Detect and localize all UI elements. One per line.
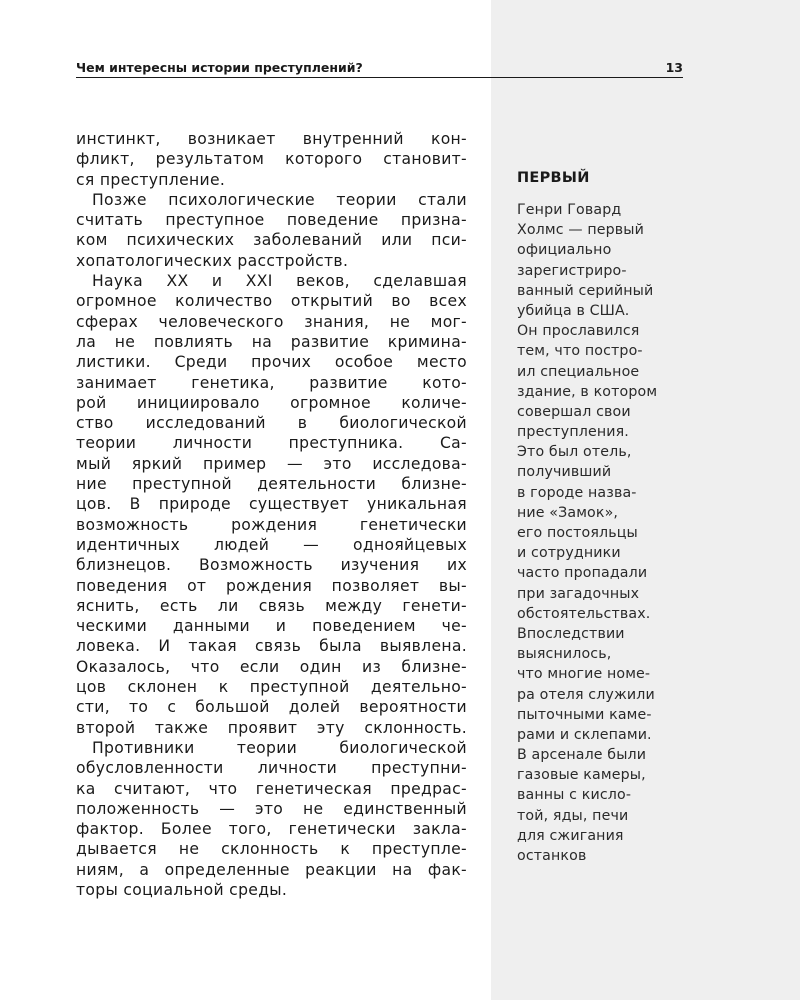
sidebar-line: ра отеля служили	[517, 686, 655, 703]
text-line: положенность — это не единственный	[76, 799, 467, 818]
text-line: Оказалось, что если один из близне-	[76, 657, 467, 676]
text-line: фактор. Более того, генетически закла-	[76, 820, 467, 839]
text-line: яснить, есть ли связь между генети-	[76, 596, 467, 615]
text-line: ческими данными и поведением че-	[76, 617, 467, 636]
sidebar-line: ванны с кисло-	[517, 787, 632, 804]
sidebar-line: получивший	[517, 464, 612, 481]
chapter-title: Чем интересны истории преступлений?	[76, 60, 363, 75]
sidebar-line: ние «Замок»,	[517, 504, 619, 521]
sidebar-line: ванный серийный	[517, 282, 654, 299]
text-line: цов. В природе существует уникальная	[76, 495, 467, 514]
text-line: ся преступление.	[76, 170, 226, 189]
header-rule	[76, 77, 683, 78]
sidebar-heading: ПЕРВЫЙ	[517, 170, 590, 186]
sidebar-line: зарегистриро-	[517, 262, 627, 279]
sidebar-line: Он прославился	[517, 323, 640, 340]
sidebar-line: совершал свои	[517, 403, 631, 420]
sidebar-line: Холмс — первый	[517, 222, 644, 239]
text-line: Позже психологические теории стали	[92, 190, 467, 209]
text-line: занимает генетика, развитие кото-	[76, 373, 467, 392]
text-line: возможность рождения генетически	[76, 515, 467, 534]
text-line: теории личности преступника. Са-	[76, 434, 467, 453]
sidebar-line: в городе назва-	[517, 484, 637, 501]
sidebar-line: Впоследствии	[517, 625, 625, 642]
sidebar-line: ил специальное	[517, 363, 640, 380]
text-line: считать преступное поведение призна-	[76, 211, 467, 230]
text-line: торы социальной среды.	[76, 880, 288, 899]
text-line: сферах человеческого знания, не мог-	[76, 312, 467, 331]
text-line: второй также проявит эту склонность.	[76, 718, 467, 737]
text-line: ком психических заболеваний или пси-	[76, 231, 467, 250]
sidebar-line: выяснилось,	[517, 646, 612, 663]
text-line: идентичных людей — однояйцевых	[76, 535, 467, 554]
main-text-column	[76, 129, 467, 900]
text-line: огромное количество открытий во всех	[76, 292, 467, 311]
text-line: хопатологических расстройств.	[76, 251, 349, 270]
text-line: сти, то с большой долей вероятности	[76, 698, 467, 717]
sidebar-line: обстоятельствах.	[517, 605, 651, 622]
sidebar-line: здание, в котором	[517, 383, 658, 400]
text-line: мый яркий пример — это исследова-	[76, 454, 467, 473]
sidebar-line: В арсенале были	[517, 747, 647, 764]
sidebar-line: официально	[517, 242, 612, 259]
sidebar-line: останков	[517, 848, 587, 864]
text-line: Противники теории биологической	[92, 738, 467, 757]
sidebar-line: его постояльцы	[517, 525, 638, 541]
text-line: фликт, результатом которого становит-	[76, 150, 467, 169]
sidebar-text	[517, 200, 692, 866]
sidebar-line: что многие номе-	[517, 666, 651, 683]
text-line: ка считают, что генетическая предрас-	[76, 779, 467, 798]
sidebar-line: тем, что постро-	[517, 343, 643, 360]
sidebar-line: для сжигания	[517, 827, 624, 844]
sidebar-line: при загадочных	[517, 585, 640, 602]
text-line: ла не повлиять на развитие кримина-	[76, 332, 467, 351]
sidebar-line: часто пропадали	[517, 565, 648, 582]
text-line: обусловленности личности преступни-	[76, 759, 467, 778]
text-line: цов склонен к преступной деятельно-	[76, 678, 467, 697]
text-line: инстинкт, возникает внутренний кон-	[76, 130, 467, 148]
sidebar-line: Генри Говард	[517, 202, 622, 218]
text-line: поведения от рождения позволяет вы-	[76, 576, 467, 595]
sidebar-line: пыточными каме-	[517, 706, 652, 723]
text-line: близнецов. Возможность изучения их	[76, 556, 467, 575]
text-line: рой инициировало огромное количе-	[76, 393, 467, 412]
text-line: ловека. И такая связь была выявлена.	[76, 637, 467, 656]
page-number: 13	[665, 60, 683, 75]
sidebar-line: убийца в США.	[517, 302, 630, 319]
text-line: Наука XX и XXI веков, сделавшая	[92, 272, 467, 291]
sidebar-line: рами и склепами.	[517, 726, 652, 743]
text-line: ние преступной деятельности близне-	[76, 475, 467, 494]
sidebar-line: и сотрудники	[517, 545, 621, 562]
sidebar-line: Это был отель,	[517, 444, 632, 461]
text-line: ниям, а определенные реакции на фак-	[76, 860, 467, 879]
sidebar-line: преступления.	[517, 424, 629, 441]
text-line: листики. Среди прочих особое место	[76, 353, 467, 372]
text-line: ство исследований в биологической	[76, 414, 467, 433]
text-line: дывается не склонность к преступле-	[76, 840, 467, 859]
sidebar-line: газовые камеры,	[517, 767, 646, 784]
sidebar-line: той, яды, печи	[517, 807, 629, 824]
